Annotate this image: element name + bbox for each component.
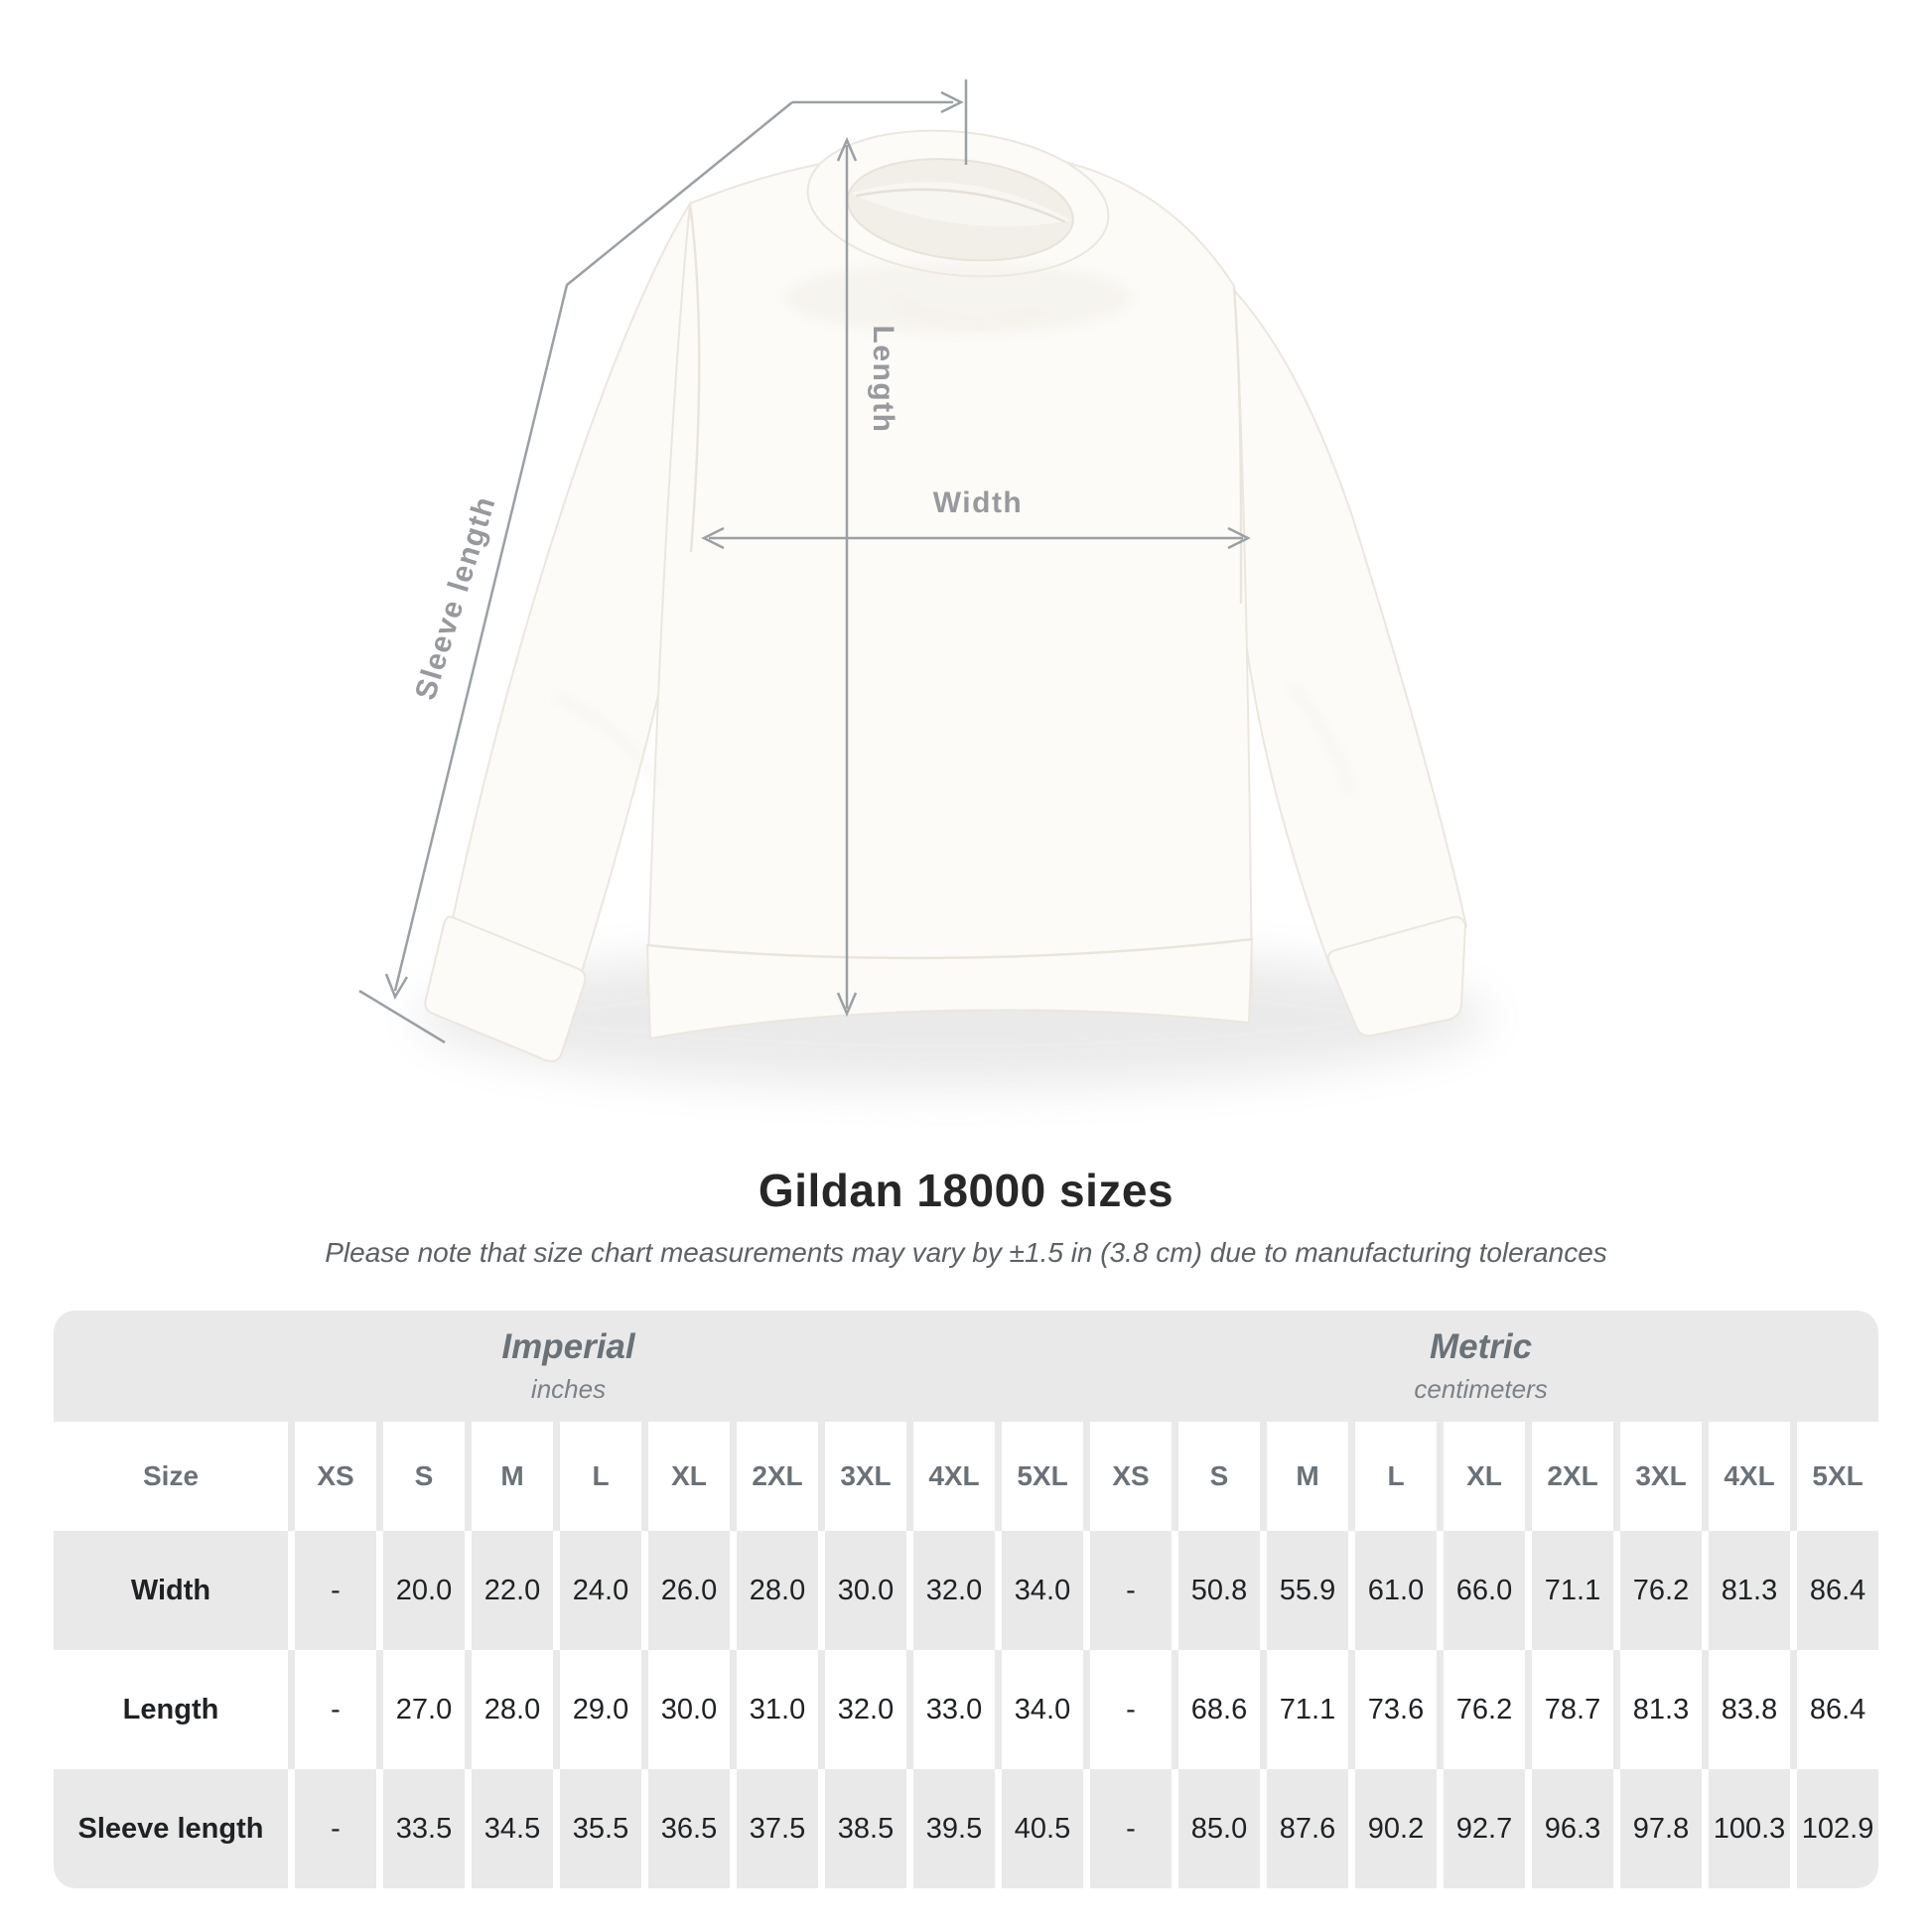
size-col-header-metric-xs: XS	[1083, 1422, 1172, 1531]
value-cell: 83.8	[1702, 1650, 1790, 1769]
size-col-header-imperial-xl: XL	[641, 1422, 730, 1531]
imperial-label: Imperial	[501, 1327, 635, 1367]
size-col-header-imperial-3xl: 3XL	[818, 1422, 906, 1531]
value-cell: 34.0	[995, 1531, 1083, 1650]
sleeve-length-label: Sleeve length	[409, 491, 502, 704]
page-title: Gildan 18000 sizes	[758, 1165, 1174, 1216]
size-col-header-metric-m: M	[1260, 1422, 1348, 1531]
size-col-header-metric-xl: XL	[1437, 1422, 1525, 1531]
value-cell: 37.5	[730, 1769, 818, 1888]
value-cell: 71.1	[1260, 1650, 1348, 1769]
size-col-header-metric-s: S	[1172, 1422, 1260, 1531]
value-cell: -	[288, 1531, 376, 1650]
value-cell: 86.4	[1790, 1650, 1878, 1769]
value-cell: 85.0	[1172, 1769, 1260, 1888]
value-cell: 76.2	[1613, 1531, 1702, 1650]
value-cell: 92.7	[1437, 1769, 1525, 1888]
size-table-container	[54, 1311, 1878, 1888]
value-cell: 36.5	[641, 1769, 730, 1888]
value-cell: 28.0	[465, 1650, 553, 1769]
value-cell: 38.5	[818, 1769, 906, 1888]
length-label: Length	[867, 325, 899, 434]
row-label: Length	[54, 1650, 288, 1769]
value-cell: 81.3	[1702, 1531, 1790, 1650]
value-cell: -	[1083, 1650, 1172, 1769]
value-cell: 68.6	[1172, 1650, 1260, 1769]
value-cell: -	[288, 1769, 376, 1888]
value-cell: 33.0	[906, 1650, 995, 1769]
value-cell: 26.0	[641, 1531, 730, 1650]
metric-label: Metric	[1430, 1327, 1533, 1367]
under-collar-shadow	[784, 262, 1132, 334]
size-col-header-imperial-xs: XS	[288, 1422, 376, 1531]
size-col-header-metric-3xl: 3XL	[1613, 1422, 1702, 1531]
size-col-header-imperial-4xl: 4XL	[906, 1422, 995, 1531]
metric-unit-label: centimeters	[1414, 1373, 1548, 1404]
value-cell: 55.9	[1260, 1531, 1348, 1650]
value-cell: 39.5	[906, 1769, 995, 1888]
size-col-header-imperial-2xl: 2XL	[730, 1422, 818, 1531]
value-cell: 31.0	[730, 1650, 818, 1769]
value-cell: 24.0	[553, 1531, 641, 1650]
value-cell: 20.0	[376, 1531, 465, 1650]
value-cell: 81.3	[1613, 1650, 1702, 1769]
value-cell: 71.1	[1525, 1531, 1613, 1650]
value-cell: 61.0	[1348, 1531, 1437, 1650]
value-cell: 34.0	[995, 1650, 1083, 1769]
value-cell: 50.8	[1172, 1531, 1260, 1650]
value-cell: -	[1083, 1769, 1172, 1888]
size-col-header-metric-4xl: 4XL	[1702, 1422, 1790, 1531]
sweatshirt-illustration	[425, 117, 1466, 1061]
value-cell: 97.8	[1613, 1769, 1702, 1888]
value-cell: 100.3	[1702, 1769, 1790, 1888]
value-cell: 30.0	[818, 1531, 906, 1650]
size-col-header-imperial-5xl: 5XL	[995, 1422, 1083, 1531]
size-col-header-metric-2xl: 2XL	[1525, 1422, 1613, 1531]
size-col-header-imperial-l: L	[553, 1422, 641, 1531]
measurement-row-sleeve-length	[54, 1769, 1878, 1888]
value-cell: 22.0	[465, 1531, 553, 1650]
size-col-header-imperial-s: S	[376, 1422, 465, 1531]
size-column-header: Size	[54, 1422, 288, 1531]
value-cell: -	[1083, 1531, 1172, 1650]
value-cell: 86.4	[1790, 1531, 1878, 1650]
value-cell: 73.6	[1348, 1650, 1437, 1769]
measurement-row-width	[54, 1531, 1878, 1650]
value-cell: 33.5	[376, 1769, 465, 1888]
value-cell: 66.0	[1437, 1531, 1525, 1650]
size-header-row	[54, 1422, 1878, 1531]
value-cell: 76.2	[1437, 1650, 1525, 1769]
metric-band	[1083, 1311, 1878, 1422]
value-cell: 34.5	[465, 1769, 553, 1888]
value-cell: -	[288, 1650, 376, 1769]
measurement-row-length	[54, 1650, 1878, 1769]
value-cell: 102.9	[1790, 1769, 1878, 1888]
value-cell: 96.3	[1525, 1769, 1613, 1888]
size-col-header-imperial-m: M	[465, 1422, 553, 1531]
row-label: Sleeve length	[54, 1769, 288, 1888]
value-cell: 40.5	[995, 1769, 1083, 1888]
size-col-header-metric-5xl: 5XL	[1790, 1422, 1878, 1531]
value-cell: 30.0	[641, 1650, 730, 1769]
imperial-unit-label: inches	[530, 1373, 607, 1404]
width-label: Width	[932, 486, 1024, 519]
unit-band-row	[54, 1311, 1878, 1422]
value-cell: 27.0	[376, 1650, 465, 1769]
value-cell: 32.0	[906, 1531, 995, 1650]
row-label: Width	[54, 1531, 288, 1650]
value-cell: 78.7	[1525, 1650, 1613, 1769]
value-cell: 35.5	[553, 1769, 641, 1888]
value-cell: 90.2	[1348, 1769, 1437, 1888]
tolerance-note: Please note that size chart measurements may vary by ±1.5 in (3.8 cm) due to manufacturing tolerances	[325, 1237, 1607, 1268]
size-col-header-metric-l: L	[1348, 1422, 1437, 1531]
value-cell: 29.0	[553, 1650, 641, 1769]
size-table	[54, 1311, 1878, 1888]
value-cell: 87.6	[1260, 1769, 1348, 1888]
value-cell: 28.0	[730, 1531, 818, 1650]
value-cell: 32.0	[818, 1650, 906, 1769]
imperial-band	[54, 1311, 1083, 1422]
